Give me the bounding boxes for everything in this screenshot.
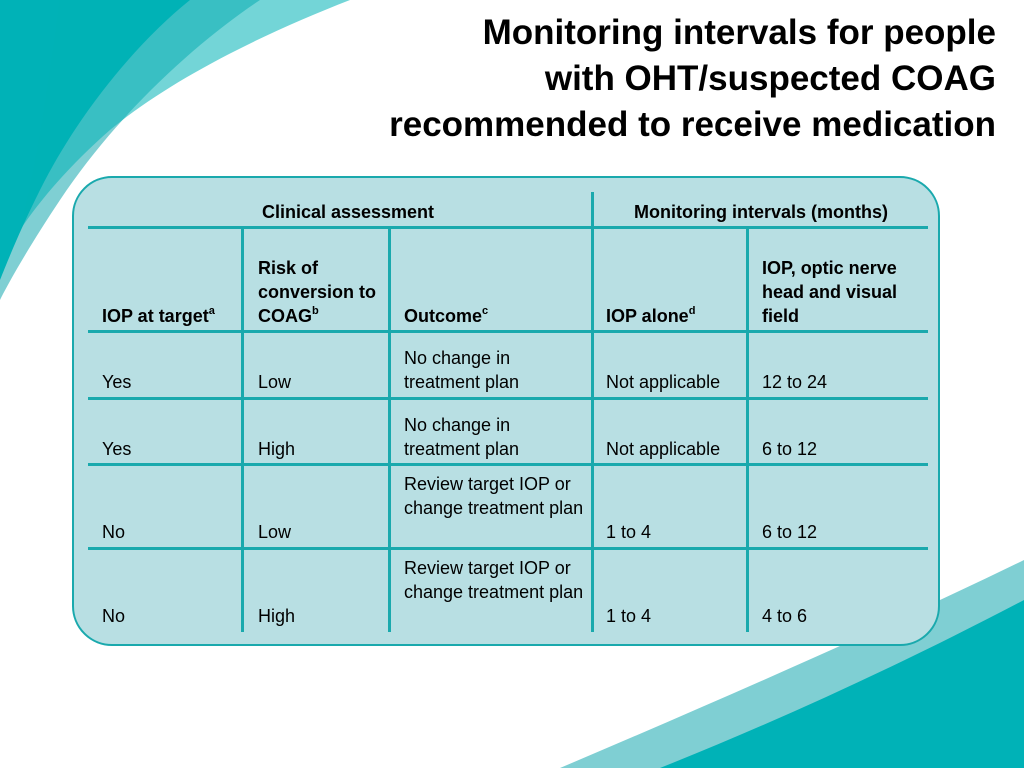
row-1-iop-target: Yes	[102, 372, 132, 392]
column-header-iop-alone: IOP alone$^d$	[606, 305, 696, 326]
row-4-risk: High	[258, 606, 296, 626]
row-4-full: 4 to 6	[762, 606, 808, 626]
row-3-iop-target: No	[102, 522, 126, 542]
row-1-full: 12 to 24	[762, 372, 828, 392]
row-3-iop-alone: 1 to 4	[606, 522, 652, 542]
divider-group-vertical	[591, 192, 594, 632]
divider-row-1	[88, 397, 928, 400]
row-2-outcome: No change in treatment plan	[404, 415, 520, 459]
row-3-outcome: Review target IOP or change treatment plan	[404, 474, 584, 518]
row-2-full: 6 to 12	[762, 439, 818, 459]
row-2-risk: High	[258, 439, 296, 459]
row-4-iop-alone: 1 to 4	[606, 606, 652, 626]
divider-row-2	[88, 463, 928, 466]
column-header-risk: Risk of conversion to COAG$^b$	[258, 258, 377, 326]
group-header-clinical: Clinical assessment	[261, 202, 435, 222]
divider-group-header	[88, 226, 928, 229]
row-4-outcome: Review target IOP or change treatment plan	[404, 558, 584, 602]
column-header-iop-target: IOP at target$^a$	[102, 305, 215, 326]
column-header-outcome: Outcome$^c$	[404, 305, 489, 326]
title-line-3: recommended to receive medication	[389, 105, 996, 144]
divider-col-2	[388, 228, 391, 632]
row-3-risk: Low	[258, 522, 292, 542]
row-2-iop-alone: Not applicable	[606, 439, 721, 459]
row-2-iop-target: Yes	[102, 439, 132, 459]
column-header-full-assessment: IOP, optic nerve head and visual field	[762, 258, 898, 326]
title-line-2: with OHT/suspected COAG	[544, 59, 996, 98]
title-line-1: Monitoring intervals for people	[482, 13, 996, 52]
row-1-iop-alone: Not applicable	[606, 372, 721, 392]
slide-title	[276, 10, 996, 148]
row-1-risk: Low	[258, 372, 292, 392]
divider-row-3	[88, 547, 928, 550]
row-3-full: 6 to 12	[762, 522, 818, 542]
row-1-outcome: No change in treatment plan	[404, 348, 520, 392]
divider-column-header	[88, 330, 928, 333]
divider-col-1	[241, 228, 244, 632]
row-4-iop-target: No	[102, 606, 126, 626]
divider-col-4	[746, 228, 749, 632]
group-header-monitoring: Monitoring intervals (months)	[634, 202, 888, 222]
